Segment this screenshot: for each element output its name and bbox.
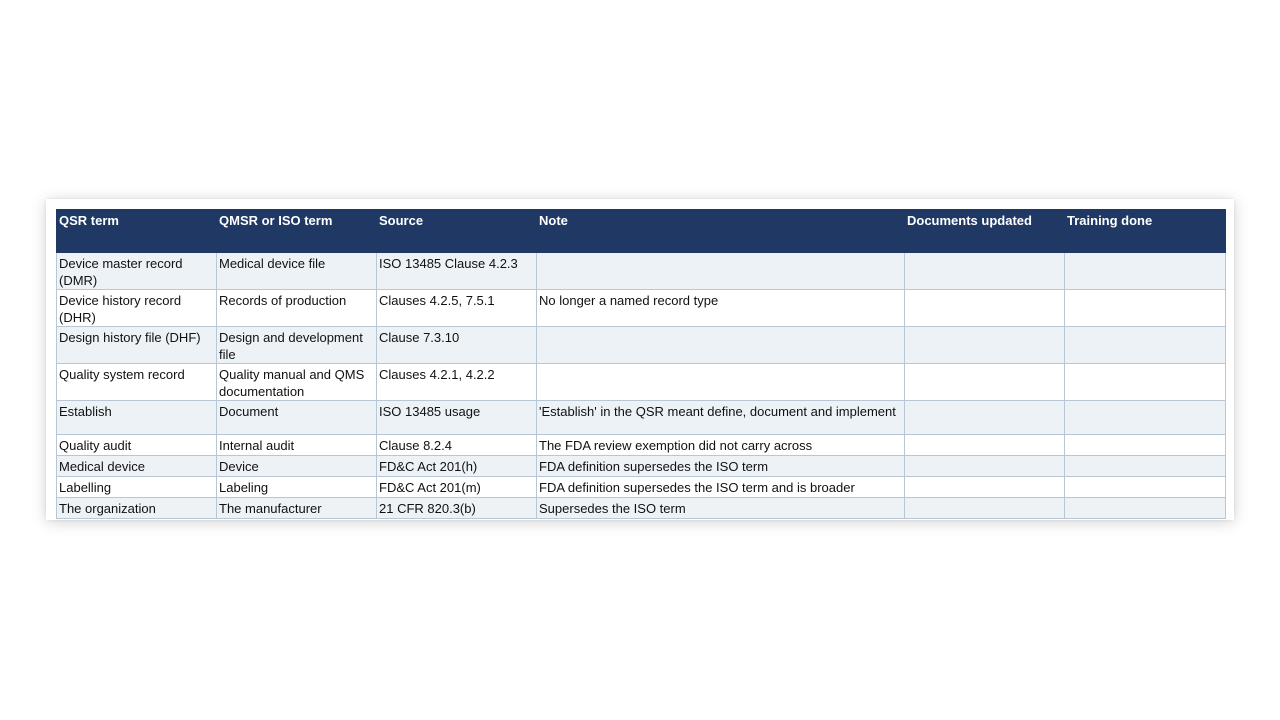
cell-documents-updated[interactable] bbox=[905, 253, 1065, 290]
cell-training-done[interactable] bbox=[1065, 401, 1226, 435]
table-row bbox=[57, 253, 1226, 290]
cell-source: Clause 8.2.4 bbox=[377, 435, 537, 456]
cell-qsr-term: Labelling bbox=[57, 477, 217, 498]
cell-note: FDA definition supersedes the ISO term bbox=[537, 456, 905, 477]
cell-note bbox=[537, 327, 905, 364]
cell-training-done[interactable] bbox=[1065, 456, 1226, 477]
cell-note: No longer a named record type bbox=[537, 290, 905, 327]
cell-source: Clauses 4.2.1, 4.2.2 bbox=[377, 364, 537, 401]
cell-documents-updated[interactable] bbox=[905, 327, 1065, 364]
header-training-done: Training done bbox=[1065, 210, 1226, 253]
cell-documents-updated[interactable] bbox=[905, 498, 1065, 519]
cell-note bbox=[537, 364, 905, 401]
header-qsr-term: QSR term bbox=[57, 210, 217, 253]
cell-source: Clauses 4.2.5, 7.5.1 bbox=[377, 290, 537, 327]
cell-training-done[interactable] bbox=[1065, 498, 1226, 519]
cell-qmsr-term: Internal audit bbox=[217, 435, 377, 456]
cell-documents-updated[interactable] bbox=[905, 401, 1065, 435]
cell-qmsr-term: Quality manual and QMS documentation bbox=[217, 364, 377, 401]
cell-qmsr-term: Medical device file bbox=[217, 253, 377, 290]
cell-qmsr-term: The manufacturer bbox=[217, 498, 377, 519]
cell-note: Supersedes the ISO term bbox=[537, 498, 905, 519]
cell-qsr-term: Device master record (DMR) bbox=[57, 253, 217, 290]
cell-qmsr-term: Device bbox=[217, 456, 377, 477]
header-source: Source bbox=[377, 210, 537, 253]
cell-source: FD&C Act 201(h) bbox=[377, 456, 537, 477]
cell-note: The FDA review exemption did not carry across bbox=[537, 435, 905, 456]
cell-note bbox=[537, 253, 905, 290]
cell-documents-updated[interactable] bbox=[905, 456, 1065, 477]
cell-source: 21 CFR 820.3(b) bbox=[377, 498, 537, 519]
cell-qsr-term: The organization bbox=[57, 498, 217, 519]
table-row bbox=[57, 364, 1226, 401]
table-row bbox=[57, 498, 1226, 519]
cell-documents-updated[interactable] bbox=[905, 477, 1065, 498]
table-row bbox=[57, 435, 1226, 456]
cell-qsr-term: Medical device bbox=[57, 456, 217, 477]
cell-qsr-term: Device history record (DHR) bbox=[57, 290, 217, 327]
cell-qsr-term: Quality system record bbox=[57, 364, 217, 401]
table-row bbox=[57, 456, 1226, 477]
cell-training-done[interactable] bbox=[1065, 435, 1226, 456]
cell-qmsr-term: Design and development file bbox=[217, 327, 377, 364]
header-documents-updated: Documents updated bbox=[905, 210, 1065, 253]
table-row bbox=[57, 401, 1226, 435]
table-row bbox=[57, 290, 1226, 327]
cell-documents-updated[interactable] bbox=[905, 290, 1065, 327]
cell-source: ISO 13485 Clause 4.2.3 bbox=[377, 253, 537, 290]
cell-source: FD&C Act 201(m) bbox=[377, 477, 537, 498]
cell-qmsr-term: Document bbox=[217, 401, 377, 435]
cell-note: FDA definition supersedes the ISO term and is broader bbox=[537, 477, 905, 498]
terminology-table bbox=[56, 209, 1226, 519]
cell-documents-updated[interactable] bbox=[905, 364, 1065, 401]
cell-training-done[interactable] bbox=[1065, 290, 1226, 327]
cell-source: Clause 7.3.10 bbox=[377, 327, 537, 364]
table-row bbox=[57, 477, 1226, 498]
cell-training-done[interactable] bbox=[1065, 253, 1226, 290]
cell-qsr-term: Quality audit bbox=[57, 435, 217, 456]
document-page bbox=[46, 199, 1234, 520]
cell-qmsr-term: Labeling bbox=[217, 477, 377, 498]
header-row bbox=[57, 210, 1226, 253]
cell-qsr-term: Design history file (DHF) bbox=[57, 327, 217, 364]
cell-source: ISO 13485 usage bbox=[377, 401, 537, 435]
cell-training-done[interactable] bbox=[1065, 477, 1226, 498]
table-row bbox=[57, 327, 1226, 364]
header-qmsr-iso-term: QMSR or ISO term bbox=[217, 210, 377, 253]
cell-training-done[interactable] bbox=[1065, 327, 1226, 364]
cell-training-done[interactable] bbox=[1065, 364, 1226, 401]
cell-qsr-term: Establish bbox=[57, 401, 217, 435]
cell-documents-updated[interactable] bbox=[905, 435, 1065, 456]
cell-qmsr-term: Records of production bbox=[217, 290, 377, 327]
header-note: Note bbox=[537, 210, 905, 253]
cell-note: 'Establish' in the QSR meant define, document and implement bbox=[537, 401, 905, 435]
